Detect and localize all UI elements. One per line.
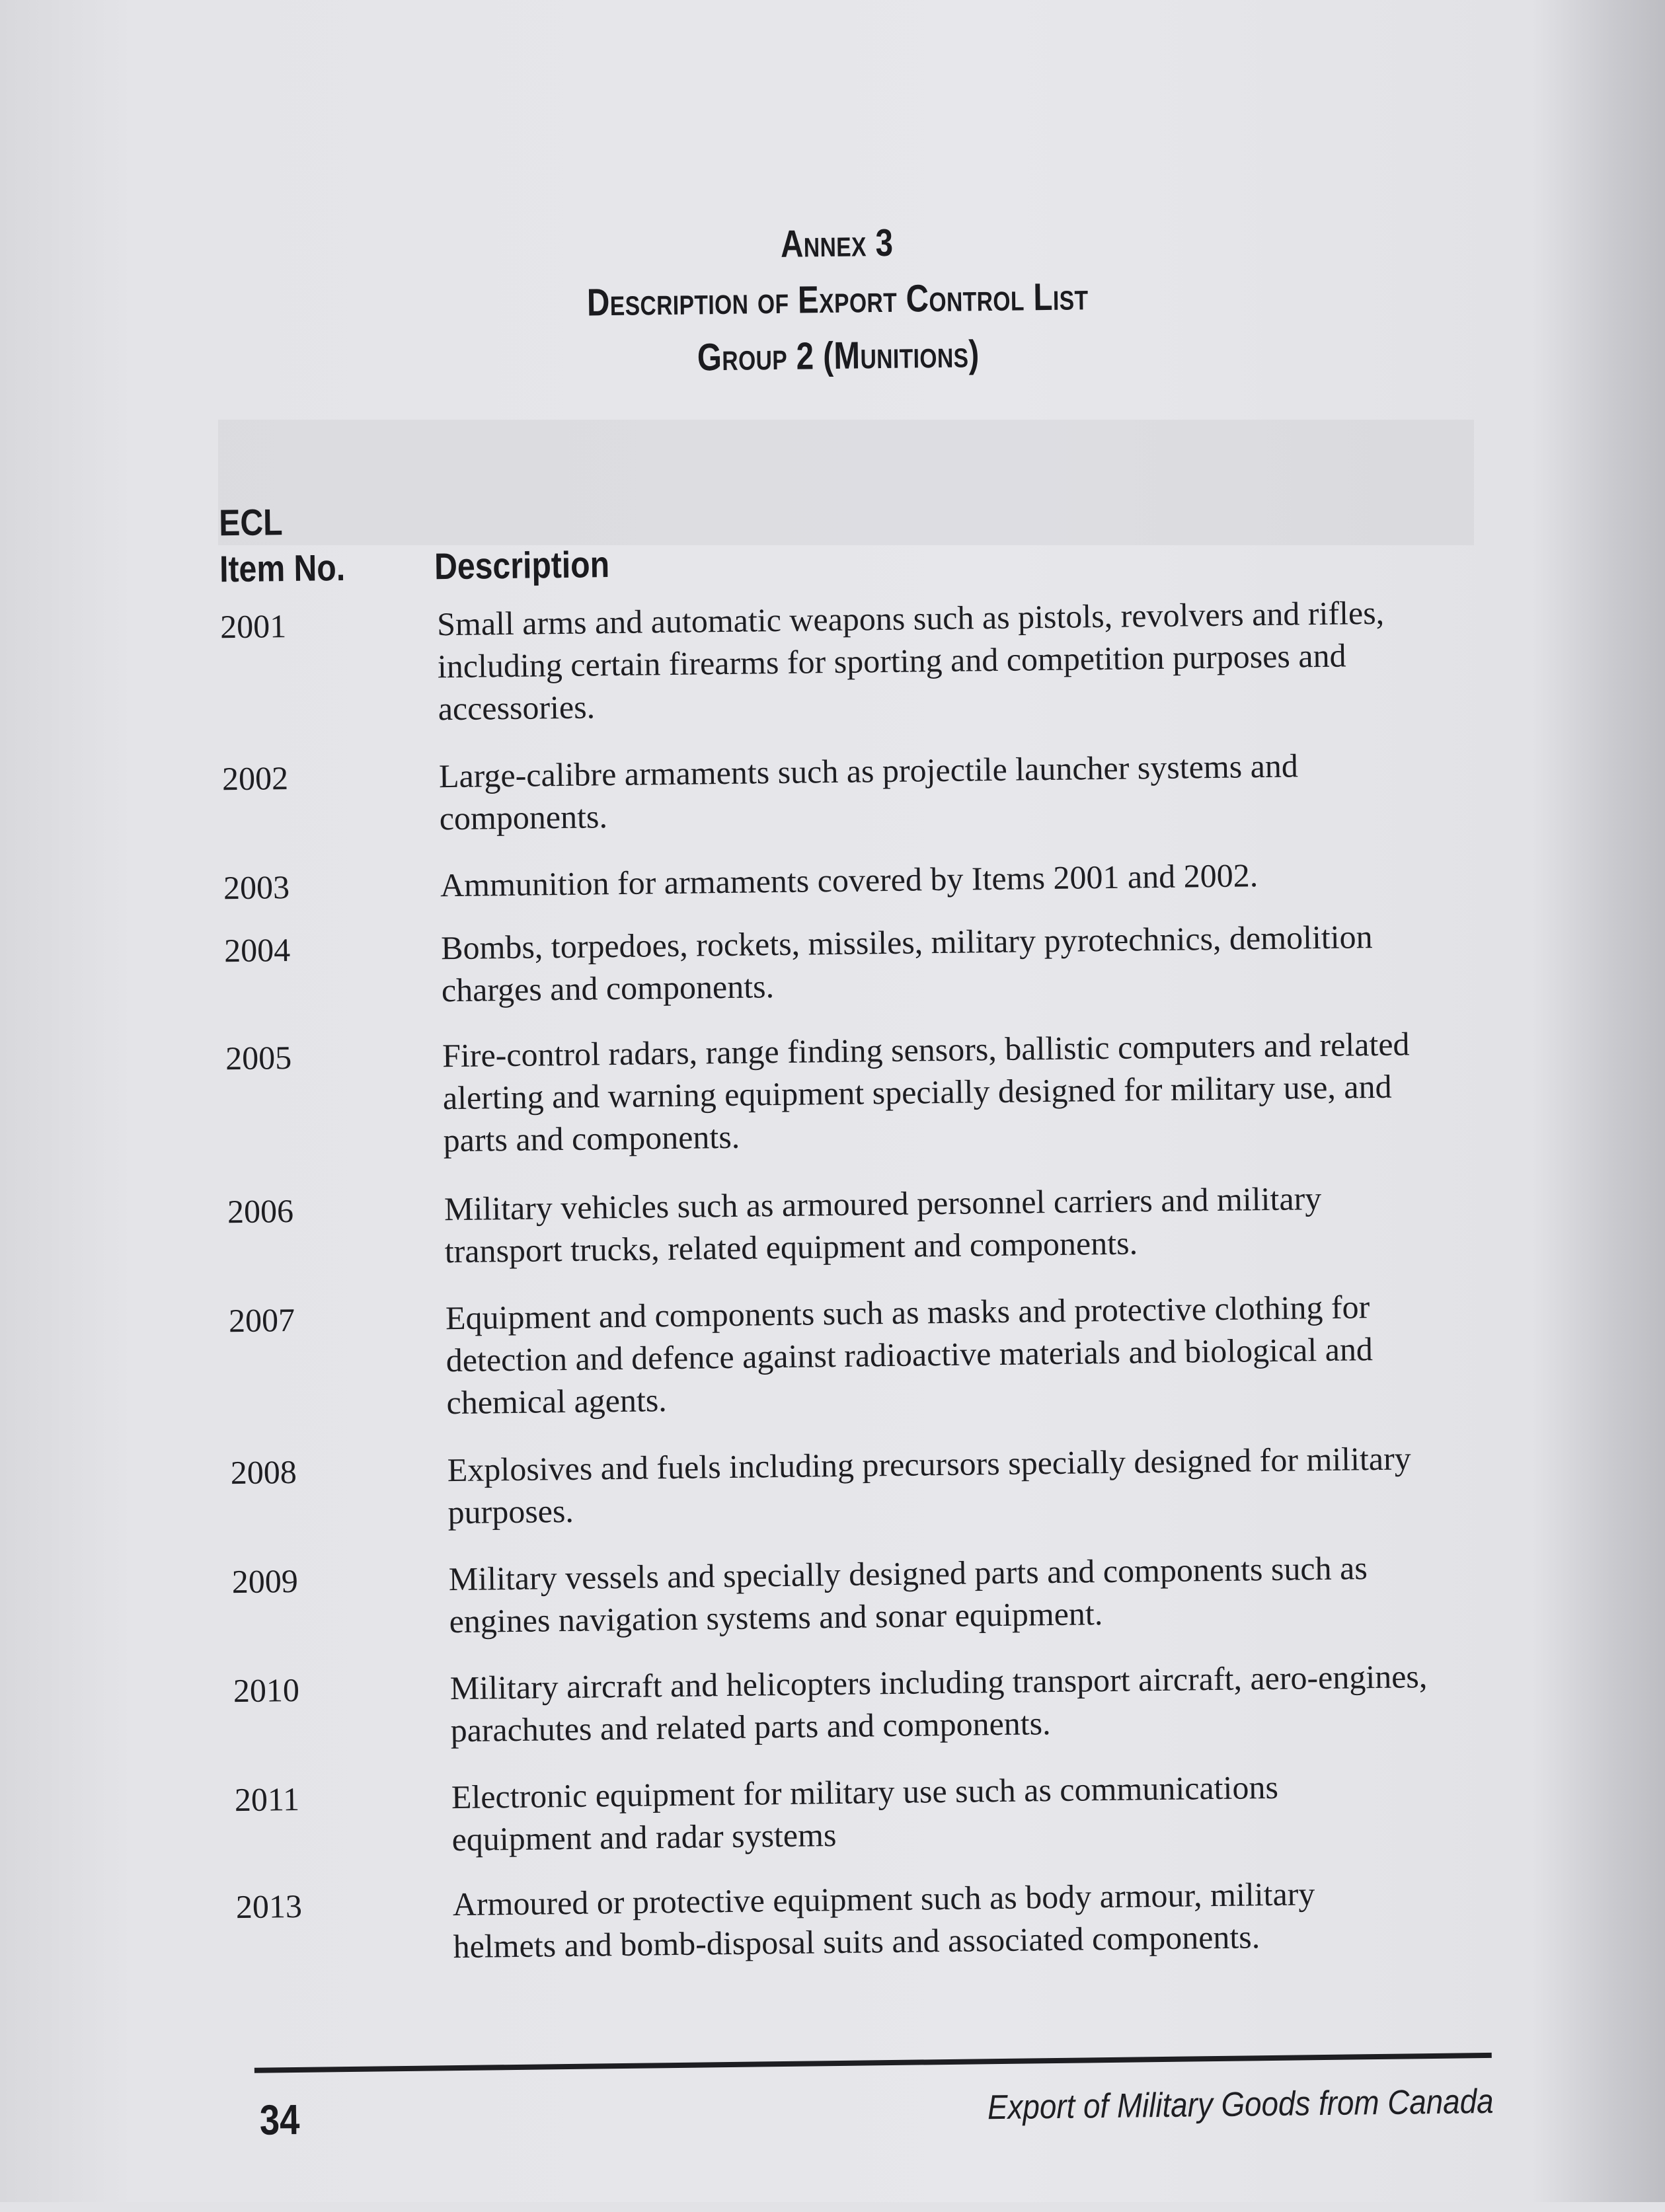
item-description (439, 742, 1484, 839)
description-line: parachutes and related parts and components. (450, 1704, 1051, 1749)
description-line: Explosives and fuels including precursors specially designed for military (447, 1439, 1412, 1489)
item-number: 2009 (231, 1562, 299, 1601)
description-line: Armoured or protective equipment such as body armour, military (452, 1875, 1315, 1923)
item-description (441, 914, 1486, 1011)
item-description (447, 1436, 1492, 1533)
description-line: Equipment and components such as masks and protective clothing for (445, 1288, 1370, 1337)
description-line: components. (439, 798, 608, 837)
description-line: equipment and radar systems (451, 1816, 837, 1858)
item-number: 2013 (235, 1887, 303, 1926)
description-line: helmets and bomb-disposal suits and associated components. (453, 1918, 1260, 1965)
item-no-header-line: Item No. (219, 546, 346, 590)
item-description (444, 1175, 1489, 1272)
item-number: 2005 (225, 1039, 292, 1077)
item-description (437, 590, 1483, 730)
table-row (233, 1654, 1489, 1749)
item-description (445, 1284, 1491, 1424)
description-line: Electronic equipment for military use such as communications (451, 1768, 1279, 1816)
description-line: Military vessels and specially designed parts and components such as (448, 1549, 1368, 1598)
description-line: Small arms and automatic weapons such as pistols, revolvers and rifles, (436, 593, 1385, 643)
page-number: 34 (259, 2095, 300, 2144)
description-line: alerting and warning equipment specially designed for military use, and (442, 1067, 1392, 1117)
table-row (230, 1436, 1486, 1531)
item-description (440, 851, 1485, 906)
ecl-header-line: ECL (218, 501, 283, 544)
item-number: 2008 (230, 1453, 297, 1492)
table-row (235, 1870, 1491, 1965)
description-line: Large-calibre armaments such as projectile launcher systems and (438, 747, 1299, 795)
table-row (225, 1022, 1481, 1159)
annex-group-title: Group 2 (Munitions) (697, 332, 980, 379)
publication-title: Export of Military Goods from Canada (987, 2082, 1494, 2127)
item-number: 2006 (227, 1192, 294, 1231)
ecl-item-no-header (219, 498, 346, 592)
description-line: Bombs, torpedoes, rockets, missiles, military pyrotechnics, demolition (440, 918, 1373, 967)
item-number: 2001 (219, 607, 287, 646)
table-row (227, 1175, 1483, 1270)
table-row (219, 590, 1476, 728)
description-line: parts and components. (443, 1118, 740, 1159)
annex-subtitle: Description of Export Control List (586, 275, 1089, 324)
item-number: 2003 (223, 868, 290, 907)
table-row (223, 914, 1480, 1009)
item-description (449, 1654, 1494, 1751)
table-row (234, 1763, 1490, 1858)
item-description (442, 1022, 1488, 1161)
description-line: Fire-control radars, range finding sensors, ballistic computers and related (442, 1025, 1410, 1075)
annex-title: Annex 3 (780, 221, 894, 266)
item-number: 2011 (234, 1780, 300, 1819)
description-line: detection and defence against radioactive materials and biological and (445, 1330, 1374, 1379)
description-line: chemical agents. (446, 1381, 668, 1422)
description-line: charges and components. (441, 968, 775, 1009)
description-header: Description (434, 543, 610, 588)
item-number: 2002 (221, 759, 289, 798)
description-line: engines navigation systems and sonar equipment. (449, 1595, 1103, 1640)
item-description (448, 1545, 1493, 1642)
footer-divider (254, 2053, 1492, 2073)
description-line: purposes. (447, 1492, 574, 1531)
description-line: transport trucks, related equipment and components. (444, 1224, 1138, 1270)
item-number: 2007 (228, 1301, 295, 1340)
item-number: 2004 (223, 931, 291, 970)
item-number: 2010 (233, 1671, 300, 1710)
description-line: Military vehicles such as armoured personnel carriers and military (444, 1179, 1322, 1228)
table-row (231, 1545, 1487, 1640)
description-line: including certain firearms for sporting and competition purposes and (437, 636, 1346, 685)
description-line: Military aircraft and helicopters including transport aircraft, aero-engines, (449, 1658, 1428, 1707)
description-line: Ammunition for armaments covered by Items 2001 and 2002. (440, 857, 1258, 904)
item-description (452, 1870, 1497, 1967)
table-row (221, 742, 1478, 837)
table-row (223, 851, 1479, 907)
item-description (451, 1763, 1496, 1860)
description-line: accessories. (438, 688, 596, 728)
table-row (228, 1284, 1485, 1422)
